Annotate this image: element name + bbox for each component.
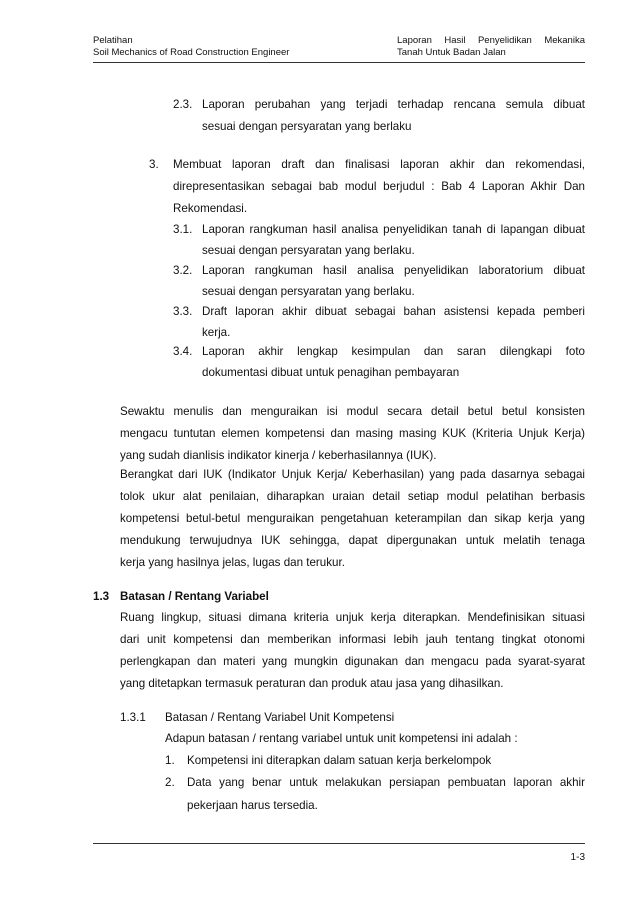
list-item-line2: pekerjaan harus tersedia. [187,799,318,812]
item-2-3-line2: sesuai dengan persyaratan yang berlaku [202,120,412,133]
paragraph-line: yang sudah dianlisis indikator kinerja / keberhasilannya (IUK). [120,449,437,462]
item-number: 1. [165,754,175,767]
subsection-number: 1.3.1 [120,711,146,724]
item-number: 3.1. [173,223,193,236]
item-number: 2. [165,776,175,789]
running-header-left [93,35,289,59]
item-3-line3: Rekomendasi. [173,202,248,215]
item-3-1-line2: sesuai dengan persyaratan yang berlaku. [202,244,415,257]
list-item-line1: Data yang benar untuk melakukan persiapan pembuatan laporan akhir [187,776,585,789]
paragraph-line: Berangkat dari IUK (Indikator Unjuk Kerja/ Keberhasilan) yang pada dasarnya sebagai [120,468,585,481]
paragraph-line: dari unit kompetensi dan memberikan informasi lebih jauh tentang tingkat otonomi [120,633,585,646]
header-word: Laporan [397,35,432,46]
paragraph-line: kerja yang hasilnya jelas, lugas dan terukur. [120,556,345,569]
section-heading: Batasan / Rentang Variabel [120,590,269,603]
subsection-heading: Batasan / Rentang Variabel Unit Kompetensi [165,711,395,724]
header-word: Mekanika [544,35,585,46]
running-header-right [397,35,585,59]
paragraph-line: mendukung terwujudnya IUK sehingga, dapat dipergunakan untuk melatih tenaga [120,534,585,547]
header-report-line2: Tanah Untuk Badan Jalan [397,47,506,58]
item-number: 2.3. [173,98,193,111]
header-report-line1 [397,35,585,47]
paragraph-line: kompetensi betul-betul menguraikan pengetahuan keterampilan dan sikap kerja yang [120,512,585,525]
item-3-1-line1: Laporan rangkuman hasil analisa penyelidikan tanah di lapangan dibuat [202,223,585,236]
item-3-4-line2: dokumentasi dibuat untuk penagihan pembayaran [202,366,460,379]
item-number: 3. [149,158,159,171]
item-number: 3.2. [173,264,193,277]
paragraph-line: tolok ukur alat penilaian, diharapkan uraian detail setiap modul pelatihan berbasis [120,490,585,503]
header-course-title: Soil Mechanics of Road Construction Engineer [93,47,290,58]
header-word: Hasil [444,35,466,46]
paragraph-line: mengacu tuntutan elemen kompetensi dan masing masing KUK (Kriteria Unjuk Kerja) [120,427,585,440]
footer-divider [93,843,585,844]
item-3-3-line2: kerja. [202,326,231,339]
item-3-line2: direpresentasikan sebagai bab modul berjudul : Bab 4 Laporan Akhir Dan [173,180,585,193]
list-item: Kompetensi ini diterapkan dalam satuan kerja berkelompok [187,754,492,767]
item-2-3-line1: Laporan perubahan yang terjadi terhadap rencana semula dibuat [202,98,585,111]
header-divider [93,62,585,63]
header-word: Penyelidikan [477,35,532,46]
subsection-intro: Adapun batasan / rentang variabel untuk unit kompetensi ini adalah : [165,732,518,745]
paragraph-line: perlengkapan dan materi yang mungkin digunakan dan mengacu pada syarat-syarat [120,655,585,668]
item-3-2-line1: Laporan rangkuman hasil analisa penyelidikan laboratorium dibuat [202,264,585,277]
item-3-2-line2: sesuai dengan persyaratan yang berlaku. [202,285,415,298]
item-number: 3.4. [173,345,193,358]
item-3-4-line1: Laporan akhir lengkap kesimpulan dan saran dilengkapi foto [202,345,585,358]
header-course-label: Pelatihan [93,35,133,46]
item-3-3-line1: Draft laporan akhir dibuat sebagai bahan asistensi kepada pemberi [202,305,585,318]
section-number: 1.3 [93,590,110,603]
paragraph-line: Sewaktu menulis dan menguraikan isi modul secara detail betul betul konsisten [120,405,585,418]
paragraph-line: Ruang lingkup, situasi dimana kriteria unjuk kerja diterapkan. Mendefinisikan situasi [120,611,585,624]
page-number: 1-3 [570,852,585,863]
item-3-line1: Membuat laporan draft dan finalisasi laporan akhir dan rekomendasi, [173,158,585,171]
paragraph-line: yang ditetapkan termasuk peraturan dan produk atau jasa yang dihasilkan. [120,677,504,690]
item-number: 3.3. [173,305,193,318]
